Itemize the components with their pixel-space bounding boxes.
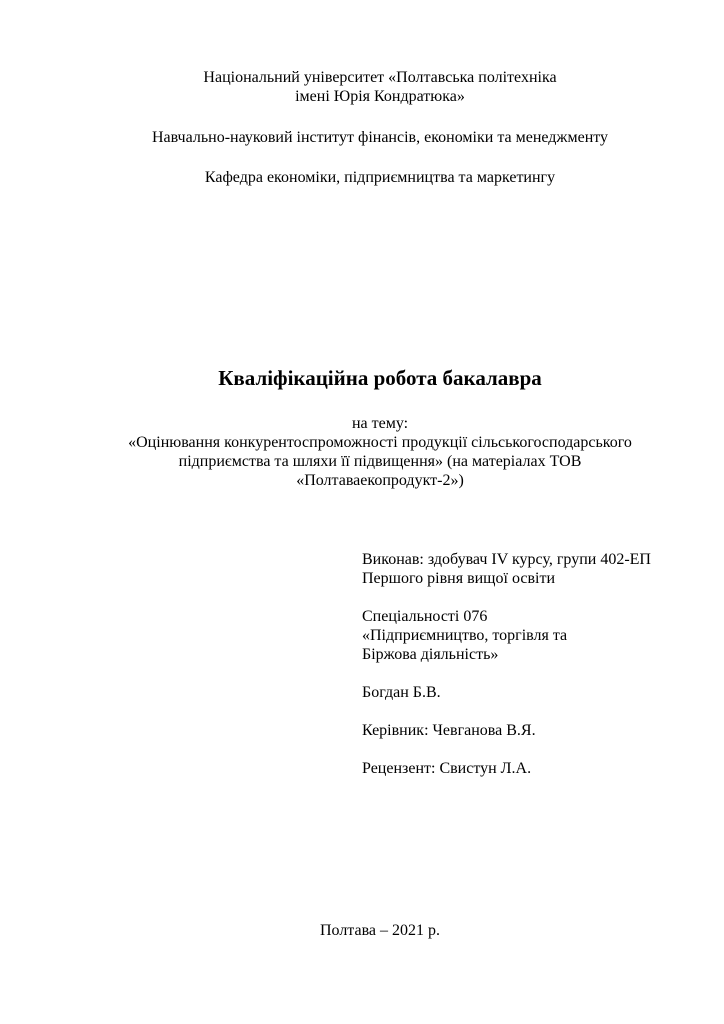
reviewer xyxy=(362,759,651,778)
university-line-2: імені Юрія Кондратюка» xyxy=(295,88,465,105)
topic-block xyxy=(0,414,724,490)
city-year xyxy=(0,921,724,940)
document-title: Кваліфікаційна робота бакалавра xyxy=(218,366,542,390)
specialty xyxy=(362,607,651,664)
supervisor-line: Керівник: Чевганова В.Я. xyxy=(362,722,536,739)
university-name xyxy=(0,68,724,106)
reviewer-line: Рецензент: Свистун Л.А. xyxy=(362,760,532,777)
performed-by xyxy=(362,550,651,588)
specialty-line-3: Біржова діяльність» xyxy=(362,646,499,663)
topic-line-2: підприємства та шляхи її підвищення» (на матеріалах ТОВ xyxy=(178,453,582,470)
supervisor xyxy=(362,721,651,740)
student-name xyxy=(362,683,651,702)
city-year-line: Полтава – 2021 р. xyxy=(319,922,441,939)
institute-line: Навчально-науковий інститут фінансів, економіки та менеджменту xyxy=(151,129,609,146)
author-info xyxy=(362,550,651,797)
specialty-line-1: Спеціальності 076 xyxy=(362,608,488,625)
topic-line-3: «Полтаваекопродукт-2») xyxy=(296,472,464,489)
department-name xyxy=(0,168,724,187)
performed-line-2: Першого рівня вищої освіти xyxy=(362,570,555,587)
department-line: Кафедра економіки, підприємництва та маркетингу xyxy=(204,169,556,186)
topic-label: на тему: xyxy=(351,415,409,432)
performed-line-1: Виконав: здобувач IV курсу, групи 402-ЕП xyxy=(362,551,651,568)
specialty-line-2: «Підприємництво, торгівля та xyxy=(362,627,568,644)
institute-name xyxy=(0,128,724,147)
topic-line-1: «Оцінювання конкурентоспроможності продукції сільськогосподарського xyxy=(128,434,632,451)
university-line-1: Національний університет «Полтавська політехніка xyxy=(203,69,557,86)
student-line: Богдан Б.В. xyxy=(362,684,441,701)
